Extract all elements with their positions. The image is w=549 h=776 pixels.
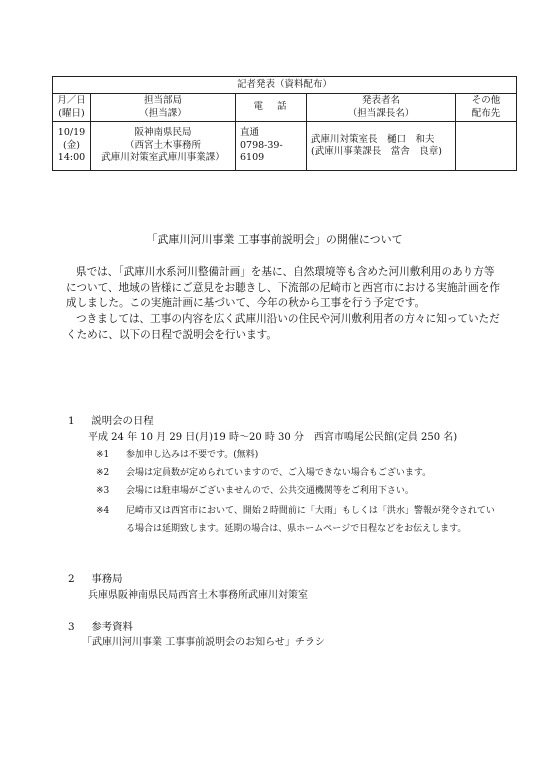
section-2-title: 事務局 [91,573,123,585]
cell-department-line1: 阪神南県民局 [134,127,192,139]
note-4-mark: ※4 [96,506,110,516]
col-department-line2: （担当課） [139,107,187,119]
cell-date [53,122,91,171]
header-data-row [53,122,517,171]
note-1-mark: ※1 [96,450,110,460]
section-1-heading [68,414,154,428]
col-department [91,94,236,122]
col-presenter [307,94,456,122]
col-date [53,94,91,122]
note-3-text: 会場には駐車場がございませんので、公共交通機関等をご利用下さい。 [126,486,414,496]
section-1-content: 平成 24 年 10 月 29 日(月)19 時～20 時 30 分 西宮市鳴尾公民館(定員 250 名) [88,432,458,443]
section-3-heading [68,620,133,634]
cell-phone [236,122,307,171]
cell-department [91,122,236,171]
col-department-line1: 担当部局 [143,95,182,106]
cell-phone-line1: 直通 [240,127,260,139]
cell-department-line3: 武庫川対策室武庫川事業課） [101,152,225,164]
document-title: 「武庫川河川事業 工事事前説明会」の開催について [146,233,403,246]
note-3-mark: ※3 [96,486,110,496]
section-1-number: 1 [68,415,75,427]
body-paragraph-2: つきましては、工事の内容を広く武庫川沿いの住民や河川敷利用者の方々に知っていただくために、以下の日程で説明会を行います。 [66,313,500,341]
col-date-line1: 月／日 [57,95,86,106]
cell-presenter-line2: (武庫川事業課長 當舎 良章) [311,146,442,157]
note-2-mark: ※2 [96,468,110,478]
col-presenter-line2: （担当課長名） [347,107,415,119]
section-3-content: 「武庫川河川事業 工事事前説明会のお知らせ」チラシ [82,637,325,648]
header-caption-row [53,77,517,94]
section-3-number: 3 [68,621,75,633]
col-presenter-line1: 発表者名 [361,95,400,106]
col-other-line1: その他 [471,95,501,106]
header-caption: 記者発表（資料配布） [53,77,517,94]
cell-date-line3: 14:00 [57,152,86,164]
note-2-text: 会場は定員数が定められていますので、ご入場できない場合もございます。 [126,468,432,478]
cell-department-line2: （西宮土木事務所 [124,139,201,151]
body-paragraph-1: 県では、「武庫川水系河川整備計画」を基に、自然環境等も含めた河川敷利用のあり方等について、地域の皆様にご意見をお聴きし、下流部の尼崎市と西宮市における実施計画を作成しました。この実施計画に基づいて、今年の秋から工事を行う予定です。 [66,266,500,309]
cell-presenter-line1: 武庫川対策室長 樋口 和夫 [311,133,435,145]
header-column-row [53,94,517,122]
section-2-heading [68,572,122,586]
cell-date-line1: 10/19 [57,127,86,139]
section-1-title: 説明会の日程 [91,415,154,427]
col-phone: 電話 [236,94,307,122]
col-other [456,94,517,122]
section-2-number: 2 [68,573,75,585]
col-other-line2: 配布先 [471,107,501,119]
section-2-content: 兵庫県阪神南県民局西宮土木事務所武庫川対策室 [88,590,308,601]
cell-phone-line2: 0798-39-6109 [240,139,283,164]
cell-presenter [307,122,456,171]
cell-other [456,122,517,171]
col-date-line2: (曜日) [58,107,85,119]
cell-date-line2: (金) [63,139,80,151]
note-1-text: 参加申し込みは不要です。(無料) [126,450,259,460]
section-3-title: 参考資料 [91,621,133,633]
note-4-text: 尼崎市又は西宮市において、開始２時間前に「大雨」もしくは「洪水」警報が発令されている場合は延期致します。延期の場合は、県ホームページで日程などをお伝えします。 [126,506,495,534]
press-release-header-table [52,76,517,171]
